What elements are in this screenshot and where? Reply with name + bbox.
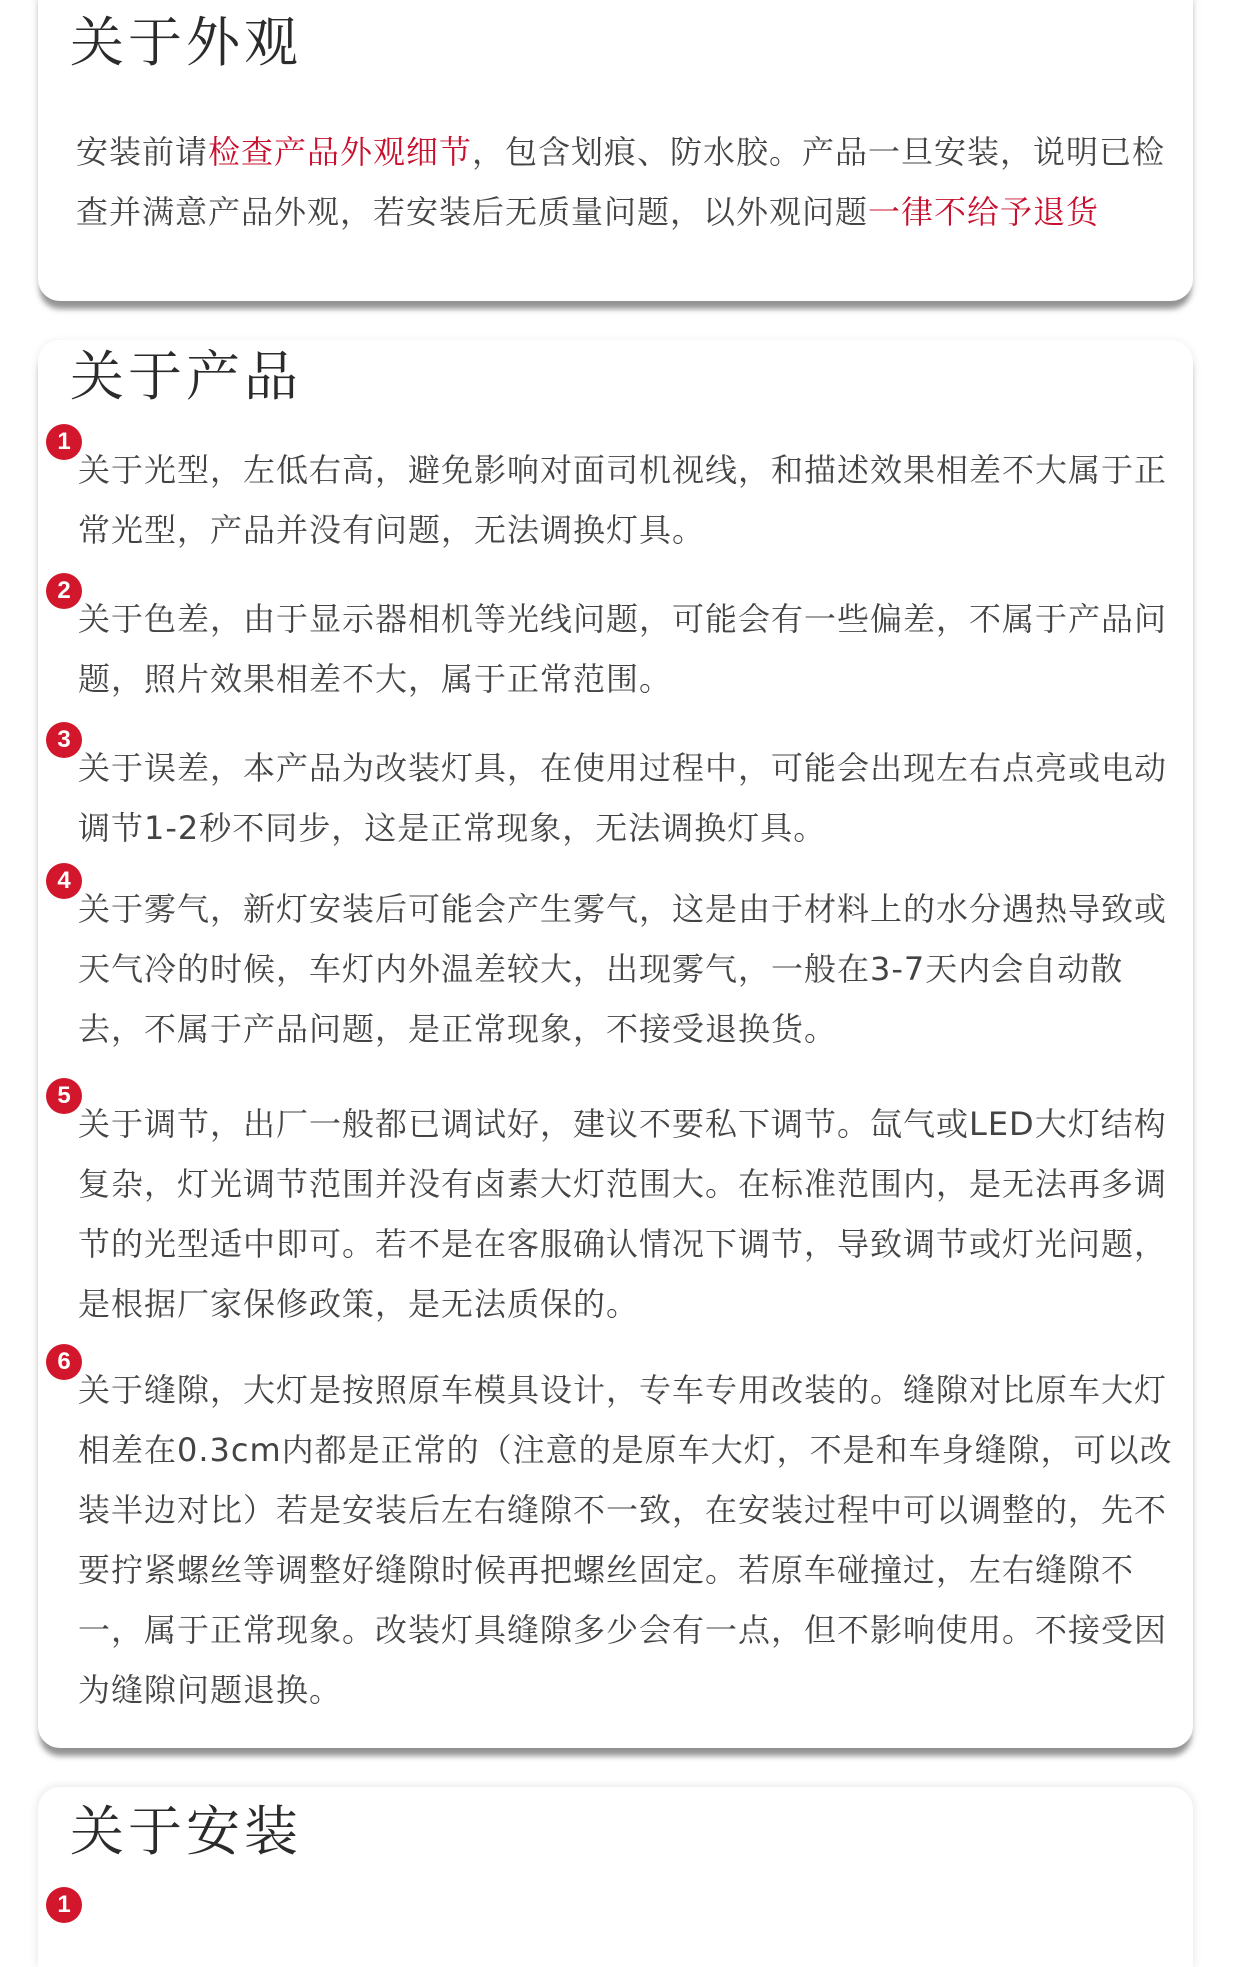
product-item-text: 关于光型，左低右高，避免影响对面司机视线，和描述效果相差不大属于正常光型，产品并没有问题，无法调换灯具。 xyxy=(78,451,1168,549)
number-badge: 1 xyxy=(46,424,82,460)
product-item-text: 关于误差，本产品为改装灯具，在使用过程中，可能会出现左右点亮或电动调节1-2秒不同步，这是正常现象，无法调换灯具。 xyxy=(78,749,1168,847)
number-badge: 1 xyxy=(46,1887,82,1923)
number-badge: 4 xyxy=(46,863,82,899)
appearance-title: 关于外观 xyxy=(70,11,302,74)
appearance-text-pre: 安装前请 xyxy=(76,133,209,171)
product-title: 关于产品 xyxy=(70,345,302,408)
number-badge: 2 xyxy=(46,573,82,609)
appearance-text-post: ，包含划痕、防水胶。产品一旦安装，说明已检查并满意产品外观，若安装后无质量问题，以外观问题 xyxy=(76,133,1166,231)
product-item-text: 关于雾气，新灯安装后可能会产生雾气，这是由于材料上的水分遇热导致或天气冷的时候，车灯内外温差较大，出现雾气，一般在3-7天内会自动散去，不属于产品问题，是正常现象，不接受退换货。 xyxy=(78,890,1168,1048)
product-item-text: 关于色差，由于显示器相机等光线问题，可能会有一些偏差，不属于产品问题，照片效果相差不大，属于正常范围。 xyxy=(78,600,1168,698)
product-item-text: 关于调节，出厂一般都已调试好，建议不要私下调节。氙气或LED大灯结构复杂，灯光调节范围并没有卤素大灯范围大。在标准范围内，是无法再多调节的光型适中即可。若不是在客服确认情况下调节，导致调节或灯光问题，是根据厂家保修政策，是无法质保的。 xyxy=(78,1105,1168,1323)
appearance-highlight-check: 检查产品外观细节 xyxy=(208,133,473,171)
appearance-text xyxy=(76,122,1176,242)
appearance-card xyxy=(38,0,1193,301)
product-card xyxy=(38,340,1193,1748)
appearance-highlight-no-return: 一律不给予退货 xyxy=(868,193,1100,231)
number-badge: 3 xyxy=(46,722,82,758)
number-badge: 6 xyxy=(46,1344,82,1380)
number-badge: 5 xyxy=(46,1078,82,1114)
install-title: 关于安装 xyxy=(70,1800,302,1863)
product-item-text: 关于缝隙，大灯是按照原车模具设计，专车专用改装的。缝隙对比原车大灯相差在0.3cm内都是正常的（注意的是原车大灯，不是和车身缝隙，可以改装半边对比）若是安装后左右缝隙不一致，在安装过程中可以调整的，先不要拧紧螺丝等调整好缝隙时候再把螺丝固定。若原车碰撞过，左右缝隙不一，属于正常现象。改装灯具缝隙多少会有一点，但不影响使用。不接受因为缝隙问题退换。 xyxy=(78,1371,1173,1709)
install-card xyxy=(38,1787,1193,1967)
